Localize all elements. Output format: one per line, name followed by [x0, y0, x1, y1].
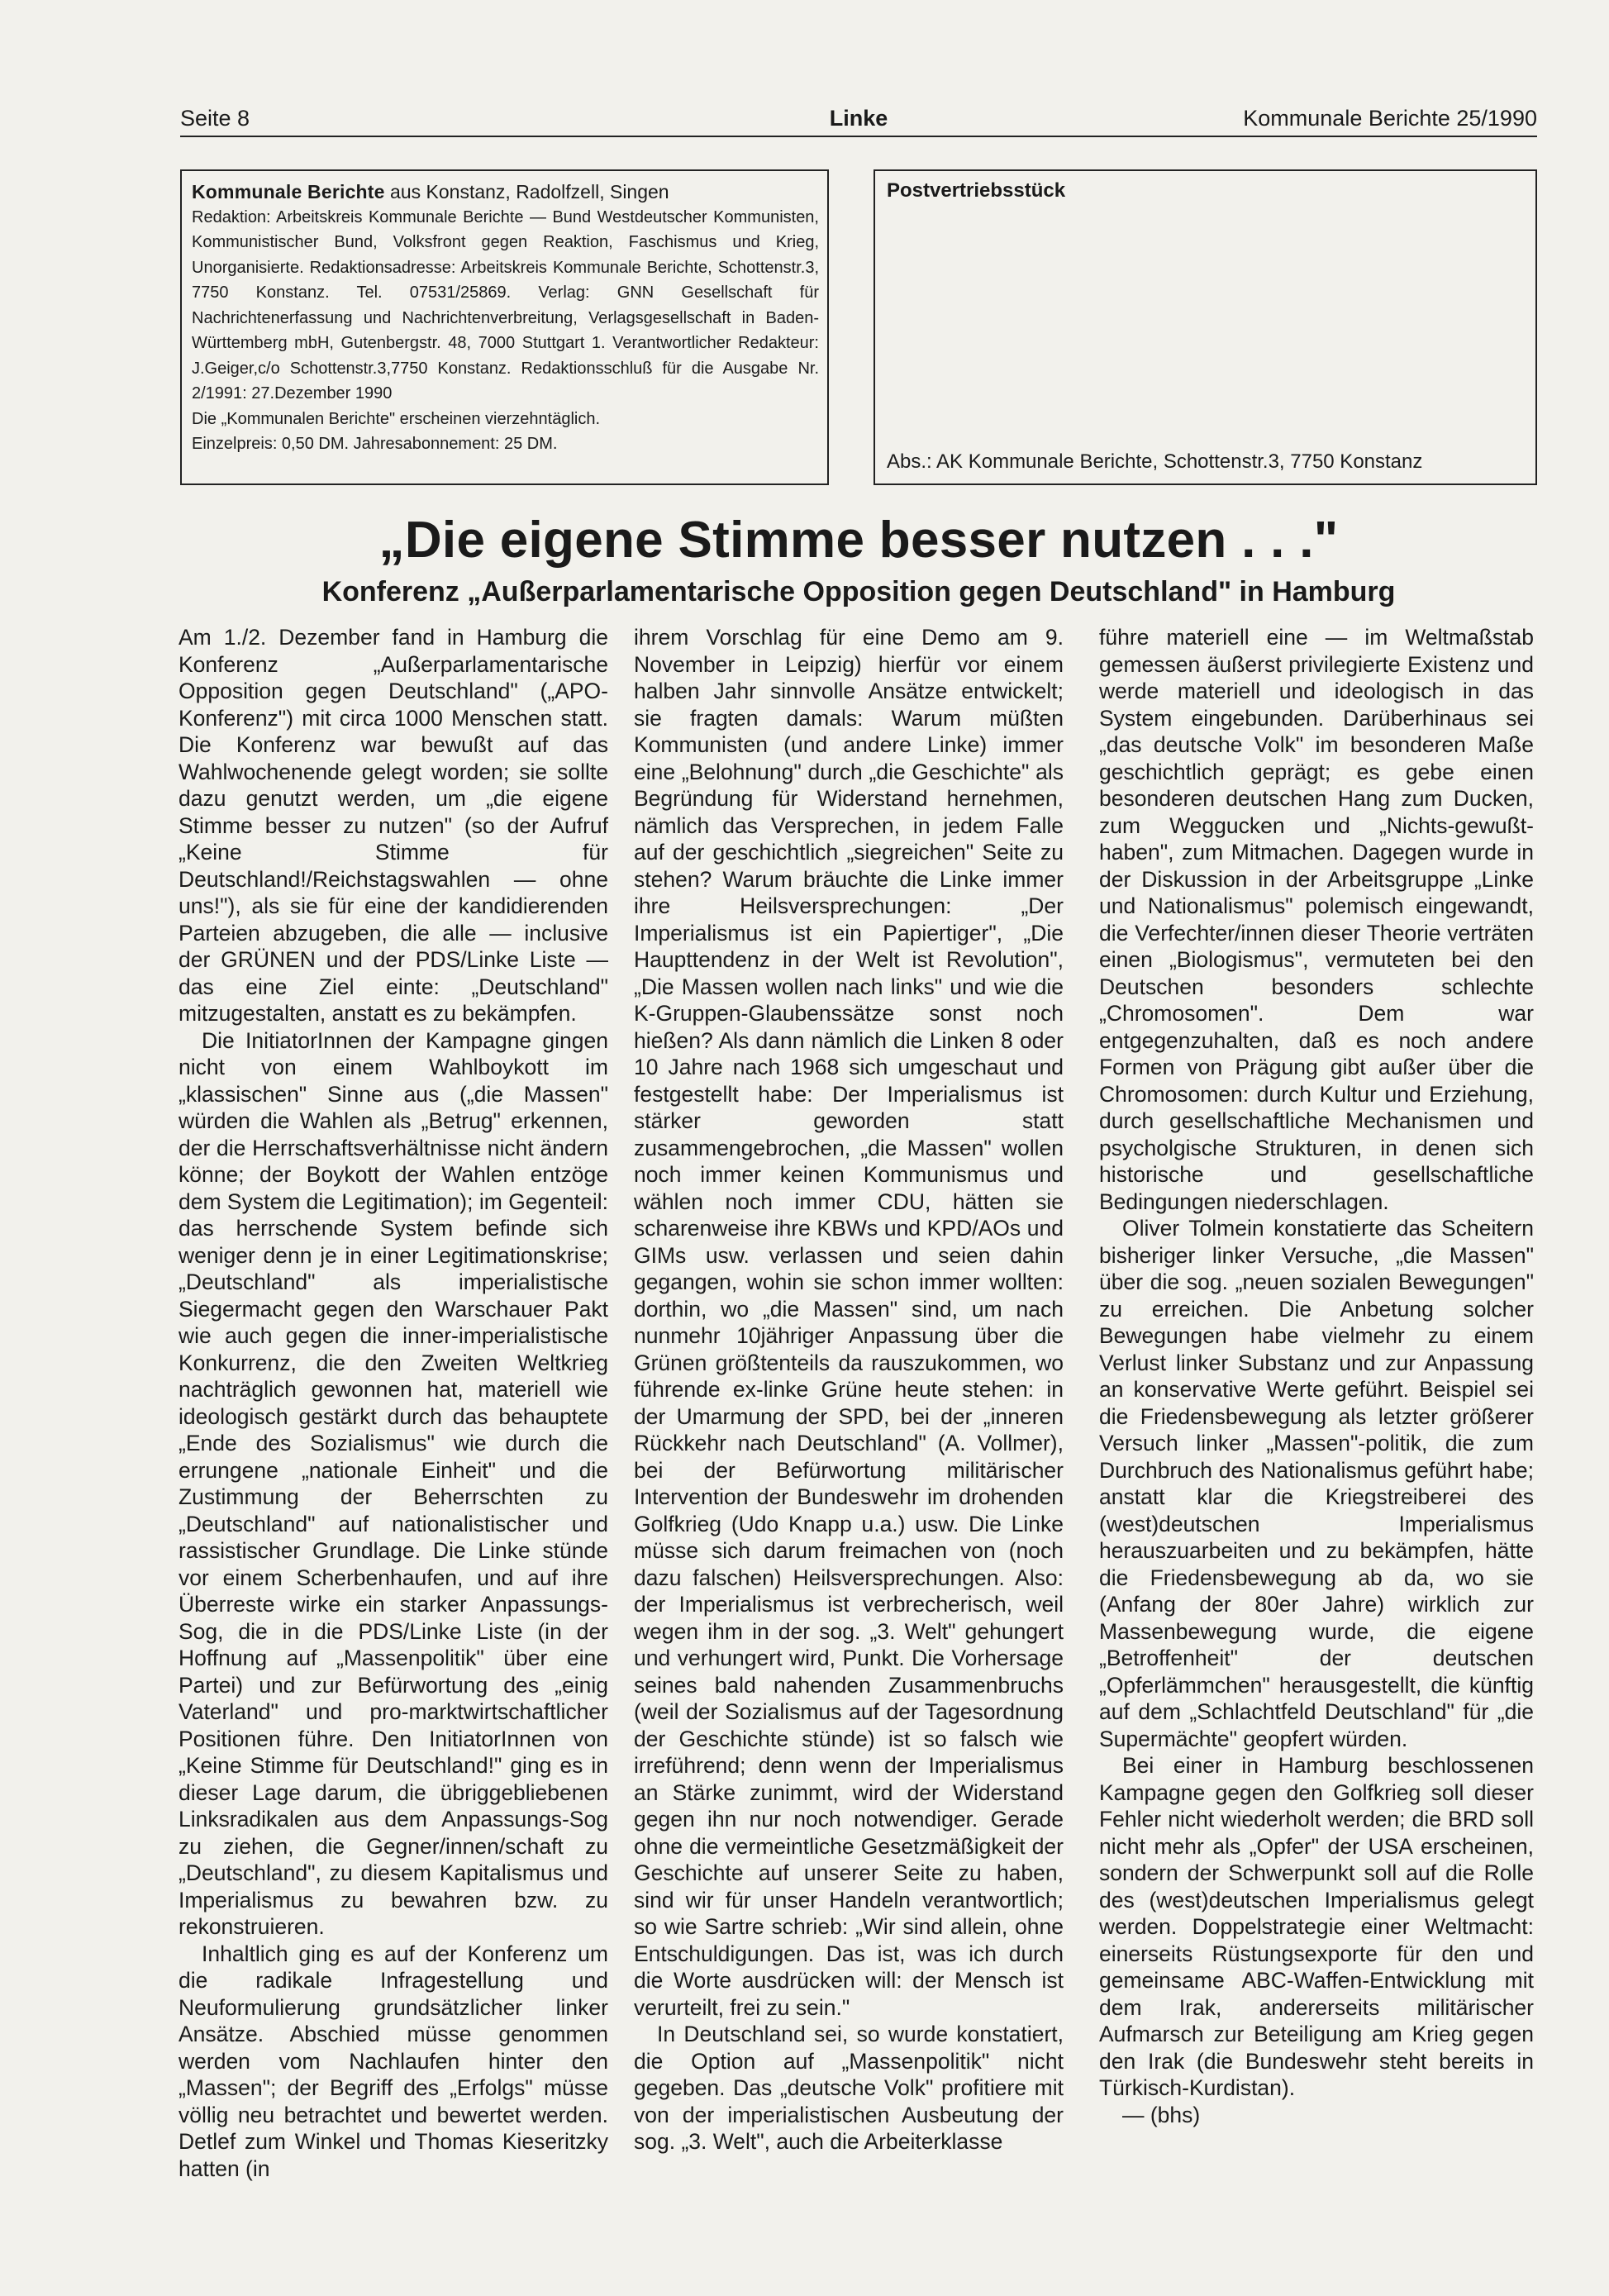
- imprint-title: [192, 179, 819, 205]
- mailing-box: [874, 169, 1537, 485]
- article-headline: „Die eigene Stimme besser nutzen . . .": [378, 512, 1339, 569]
- article-column-2: [634, 624, 1064, 2155]
- sender-address: Abs.: AK Kommunale Berichte, Schottenstr.3, 7750 Konstanz: [887, 450, 1423, 473]
- section-title: Linke: [829, 106, 888, 131]
- paragraph: Inhaltlich ging es auf der Konferenz um die radikale Infragestellung und Neuformulierung grundsätzlicher linker Ansätze. Abschied müsse genommen werden vom Nachlaufen hinter den „Massen"; der Begriff des „Erfolgs" müsse völlig neu betrachtet und bewertet werden. Detlef zum Winkel und Thomas Kieseritzky hatten (in: [179, 1941, 608, 2181]
- paragraph: Am 1./2. Dezember fand in Hamburg die Konferenz „Außerparlamentarische Opposition gegen Deutschland" („APO-Konferenz") mit circa 1000 Menschen statt. Die Konferenz war bewußt auf das Wahlwochenende gelegt worden; sie sollte dazu genutzt werden, um „die eigene Stimme besser zu nutzen" (so der Aufruf „Keine Stimme für Deutschland!/Reichstagswahlen — ohne uns!"), als sie für eine der kandidierenden Parteien abzugeben, die alle — inclusive der GRÜNEN und der PDS/Linke Liste — das eine Ziel einte: „Deutschland" mitzugestalten, anstatt es zu bekämpfen.: [179, 625, 608, 1026]
- paragraph: Oliver Tolmein konstatierte das Scheitern bisheriger linker Versuche, „die Massen" über die sog. „neuen sozialen Bewegungen" zu erreichen. Die Anbetung solcher Bewegungen habe vielmehr zu einem Verlust linker Substanz und zur Anpassung an konservative Werte geführt. Beispiel sei die Friedensbewegung als letzter größerer Versuch linker „Massen"-politik, die zum Durchbruch des Nationalismus geführt habe; anstatt klar die Kriegstreiberei des (west)deutschen Imperialismus herauszuarbeiten und zu bekämpfen, hätte die Friedensbewegung ab da, wo sie (Anfang der 80er Jahre) wirklich zur Massenbewegung wurde, die eigene „Betroffenheit" der deutschen „Opferlämmchen" herausgestellt, die künftig auf dem „Schlachtfeld Deutschland" für „die Supermächte" geopfert würden.: [1099, 1216, 1534, 1751]
- paragraph: Bei einer in Hamburg beschlossenen Kampagne gegen den Golfkrieg soll dieser Fehler nicht wiederholt werden; die BRD soll nicht mehr als „Opfer" der USA erscheinen, sondern der Schwerpunkt soll auf die Rolle des (west)deutschen Imperialismus gelegt werden. Doppelstrategie einer Weltmacht: einerseits Rüstungsexporte für den und gemeinsame ABC-Waffen-Entwicklung mit dem Irak, andererseits militärischer Aufmarsch zur Beteiligung am Krieg gegen den Irak (die Bundeswehr steht bereits in Türkisch-Kurdistan).: [1099, 1753, 1534, 2100]
- article-column-1: [179, 624, 608, 2182]
- paragraph: ihrem Vorschlag für eine Demo am 9. November in Leipzig) hierfür vor einem halben Jahr sinnvolle Ansätze entwickelt; sie fragten damals: Warum müßten Kommunisten (und andere Linke) immer eine „Belohnung" durch „die Geschichte" als Begründung für Widerstand hernehmen, nämlich das Versprechen, in jedem Falle auf der geschichtlich „siegreichen" Seite zu stehen? Warum bräuchte die Linke immer ihre Heilsversprechungen: „Der Imperialismus ist ein Papiertiger", „Die Haupttendenz in der Welt ist Revolution", „Die Massen wollen nach links" und wie die K-Gruppen-Glaubenssätze sonst noch hießen? Als dann nämlich die Linken 8 oder 10 Jahre nach 1968 sich umgeschaut und festgestellt habe: Der Imperialismus ist stärker geworden statt zusammengebrochen, „die Massen" wollen noch immer keinen Kommunismus und wählen noch immer CDU, hätten sie scharenweise ihre KBWs und KPD/AOs und GIMs usw. verlassen und seien dahin gegangen, wohin sie schon immer wollten: dorthin, wo „die Massen" sind, um nach nunmehr 10jähriger Anpassung über die Grünen größtenteils da rauszukommen, wo führende ex-linke Grüne heute stehen: in der Umarmung der SPD, bei der „inneren Rückkehr nach Deutschland" (A. Vollmer), bei der Befürwortung militärischer Intervention der Bundeswehr im drohenden Golfkrieg (Udo Knapp u.a.) usw. Die Linke müsse sich darum freimachen von (noch dazu falschen) Heilsversprechungen. Also: der Imperialismus ist verbrecherisch, weil wegen ihm in der sog. „3. Welt" gehungert und verhungert wird, Punkt. Die Vorhersage seines bald nahenden Zusammenbruchs (weil der Sozialismus auf der Tagesordnung der Geschichte stünde) ist so falsch wie irreführend; denn wenn der Imperialismus an Stärke zunimmt, wird der Widerstand gegen ihn nur noch notwendiger. Gerade ohne die vermeintliche Gesetzmäßigkeit der Geschichte auf unserer Seite zu haben, sind wir für unser Handeln verantwortlich; so wie Sartre schrieb: „Wir sind allein, ohne Entschuldigungen. Das ist, was ich durch die Worte ausdrücken will: der Mensch ist verurteilt, frei zu sein.": [634, 625, 1064, 2020]
- imprint-frequency: Die „Kommunalen Berichte" erscheinen vierzehntäglich.: [192, 409, 601, 428]
- imprint-title-rest: aus Konstanz, Radolfzell, Singen: [384, 181, 669, 202]
- article-column-3: [1099, 624, 1534, 2128]
- paragraph: Die InitiatorInnen der Kampagne gingen nicht von einem Wahlboykott im „klassischen" Sinne aus („die Massen" würden die Wahlen als „Betrug" erkennen, der die Herrschaftsverhältnisse nicht ändern könne; der Boykott der Wahlen entzöge dem System die Legitimation); im Gegenteil: das herrschende System befinde sich weniger denn je in einer Legitimationskrise; „Deutschland" als imperialistische Siegermacht gegen den Warschauer Pakt wie auch gegen die inner-imperialistische Konkurrenz, die den Zweiten Weltkrieg nachträglich gewonnen hat, materiell wie ideologisch gestärkt durch das behauptete „Ende des Sozialismus" wie durch die errungene „nationale Einheit" und die Zustimmung der Beherrschten zu „Deutschland" auf nationalistischer und rassistischer Grundlage. Die Linke stünde vor einem Scherbenhaufen, und auf ihre Überreste wirke ein starker Anpassungs-Sog, die in die PDS/Linke Liste (in der Hoffnung auf „Massenpolitik" über eine Partei) und zur Befürwortung des „einig Vaterland" und pro-marktwirtschaftlicher Positionen führe. Den InitiatorInnen von „Keine Stimme für Deutschland!" ging es in dieser Lage darum, die übriggebliebenen Linksradikalen aus dem Anpassungs-Sog zu ziehen, die Gegner/innen/schaft zu „Deutschland", zu diesem Kapitalismus und Imperialismus zu bewahren bzw. zu rekonstruieren.: [179, 1027, 608, 1939]
- page-number: Seite 8: [180, 106, 250, 131]
- mailing-title: Postvertriebsstück: [887, 179, 1066, 202]
- page-header: [180, 102, 1537, 137]
- imprint-title-bold: Kommunale Berichte: [192, 181, 385, 202]
- imprint-box: [180, 169, 829, 485]
- article-subheadline: Konferenz „Außerparlamentarische Opposition gegen Deutschland" in Hamburg: [321, 576, 1396, 607]
- issue-label: Kommunale Berichte 25/1990: [1243, 106, 1537, 131]
- paragraph: In Deutschland sei, so wurde konstatiert, die Option auf „Massenpolitik" nicht gegeben. Das „deutsche Volk" profitiere mit von der imperialistischen Ausbeutung der sog. „3. Welt", auch die Arbeiterklasse: [634, 2022, 1064, 2154]
- author-signature: — (bhs): [1122, 2102, 1201, 2127]
- paragraph: führe materiell eine — im Weltmaßstab gemessen äußerst privilegierte Existenz und werde materiell und ideologisch in das System eingebunden. Darüberhinaus sei „das deutsche Volk" im besonderen Maße geschichtlich geprägt; es gebe einen besonderen deutschen Hang zum Ducken, zum Weggucken und „Nichts-gewußt-haben", zum Mitmachen. Dagegen wurde in der Diskussion in der Arbeitsgruppe „Linke und Nationalismus" polemisch eingewandt, die Verfechter/innen dieser Theorie verträten einen „Biologismus", vermuteten bei den Deutschen besonders schlechte „Chromosomen". Dem war entgegenzuhalten, daß es noch andere Formen von Prägung gibt außer über die Chromosomen: durch Kultur und Erziehung, durch gesellschaftliche Mechanismen und psycholgische Strukturen, in denen sich historische und gesellschaftliche Bedingungen niederschlagen.: [1099, 625, 1534, 1214]
- imprint-price: Einzelpreis: 0,50 DM. Jahresabonnement: 25 DM.: [192, 435, 558, 453]
- imprint-body: Redaktion: Arbeitskreis Kommunale Berichte — Bund Westdeutscher Kommunisten, Kommunistischer Bund, Volksfront gegen Reaktion, Faschismus und Krieg, Unorganisierte. Redaktionsadresse: Arbeitskreis Kommunale Berichte, Schottenstr.3, 7750 Konstanz. Tel. 07531/25869. Verlag: GNN Gesellschaft für Nachrichtenerfassung und Nachrichtenverbreitung, Verlagsgesellschaft in Baden-Württemberg mbH, Gutenbergstr. 48, 7000 Stuttgart 1. Verantwortlicher Redakteur: J.Geiger,c/o Schottenstr.3,7750 Konstanz. Redaktionsschluß für die Ausgabe Nr. 2/1991: 27.Dezember 1990: [192, 207, 819, 403]
